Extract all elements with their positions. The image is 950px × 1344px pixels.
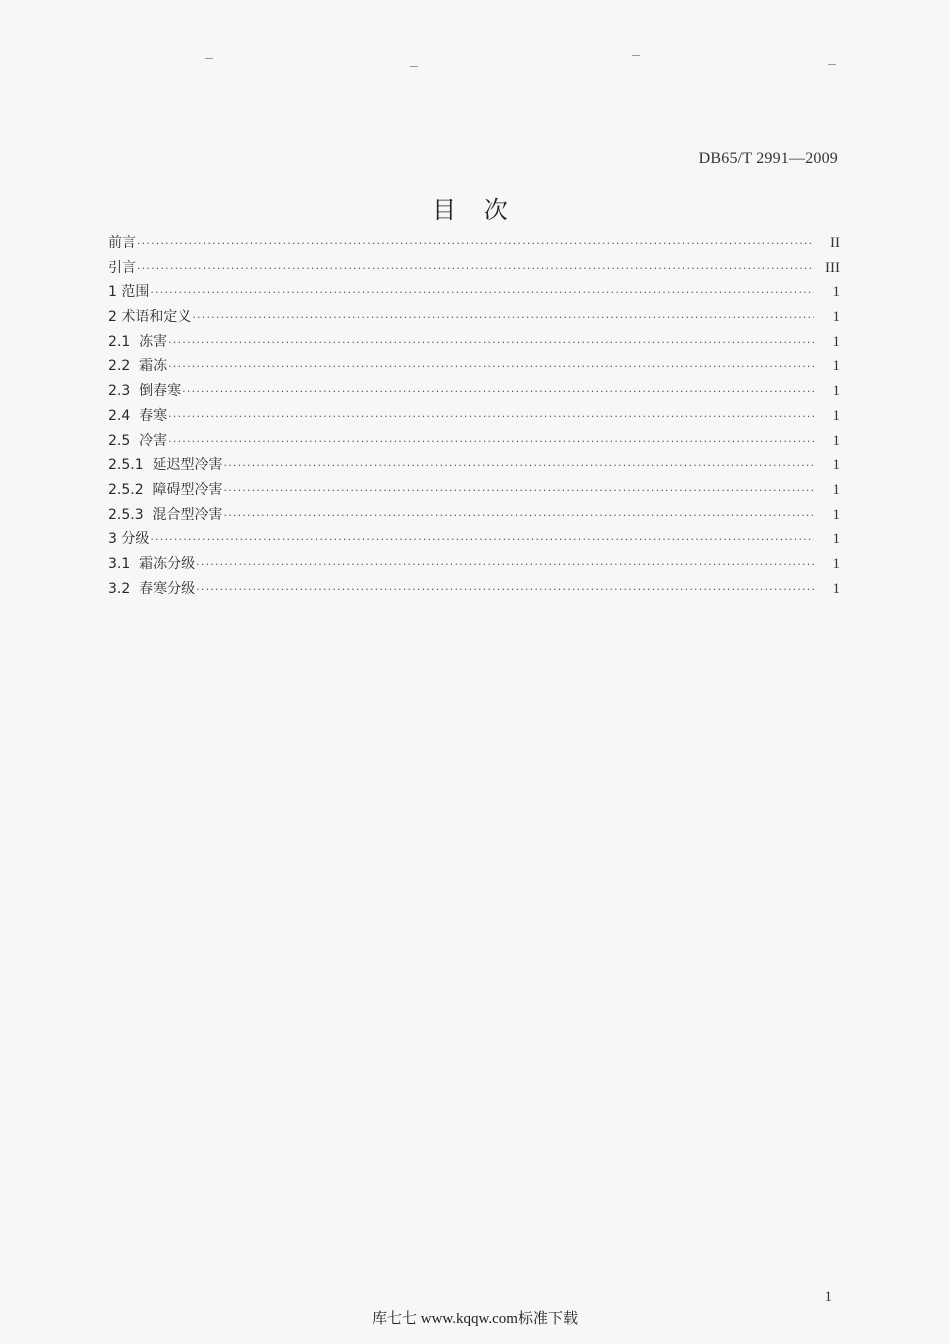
dot-leader (224, 510, 814, 521)
dot-leader (168, 436, 814, 447)
toc-entry-page: 1 (832, 555, 840, 572)
document-code: DB65/T 2991—2009 (698, 150, 838, 167)
toc-entry-page: 1 (832, 358, 840, 375)
scan-speck (410, 66, 418, 67)
toc-entry-page: 1 (832, 309, 840, 326)
toc-entry-label: 2.5 冷害 (108, 432, 168, 449)
toc-entry-label: 前言 (108, 235, 136, 251)
toc-entry-page: 1 (832, 407, 840, 424)
dot-leader (150, 287, 814, 298)
toc-entry-introduction[interactable] (108, 257, 840, 282)
toc-entry-page: 1 (832, 506, 840, 523)
toc-entry-2-5-2[interactable] (108, 479, 840, 504)
toc-entry-2-3[interactable] (108, 380, 840, 405)
dot-leader (168, 411, 814, 422)
toc-entry-2-1[interactable] (108, 331, 840, 356)
toc-entry-label: 2.1 冻害 (108, 333, 168, 350)
toc-entry-3-2[interactable] (108, 578, 840, 603)
dot-leader (137, 238, 814, 249)
dot-leader (196, 559, 814, 570)
dot-leader (224, 460, 814, 471)
toc-title: 目 次 (432, 196, 518, 224)
toc-entry-label: 2.5.1 延迟型冷害 (108, 457, 223, 474)
scan-speck (632, 55, 640, 56)
toc-entry-page: 1 (832, 383, 840, 400)
scan-speck (828, 64, 836, 65)
toc-entry-label: 引言 (108, 259, 136, 276)
dot-leader (168, 361, 814, 372)
toc-entry-grading[interactable] (108, 528, 840, 553)
page-number: 1 (824, 1289, 832, 1305)
toc-entry-label: 2.5.2 障碍型冷害 (108, 481, 223, 498)
toc-entry-2-2[interactable] (108, 355, 840, 380)
dot-leader (196, 584, 814, 595)
toc-entry-label: 2 术语和定义 (108, 309, 192, 326)
toc-entry-scope[interactable] (108, 281, 840, 306)
toc-entry-label: 1 范围 (108, 284, 150, 301)
toc-entry-page: 1 (832, 481, 840, 498)
toc-entry-2-5[interactable] (108, 430, 840, 455)
footer-watermark: 库七七 www.kqqw.com标准下载 (372, 1311, 578, 1327)
toc-entry-label: 2.4 春寒 (108, 407, 168, 424)
table-of-contents (108, 232, 840, 602)
scan-speck (205, 58, 213, 59)
toc-entry-page: III (825, 259, 840, 276)
toc-entry-page: II (830, 235, 840, 251)
dot-leader (168, 337, 814, 348)
toc-entry-label: 3.2 春寒分级 (108, 580, 196, 597)
toc-entry-2-5-1[interactable] (108, 454, 840, 479)
toc-entry-label: 3 分级 (108, 531, 150, 548)
toc-entry-label: 2.3 倒春寒 (108, 383, 182, 400)
toc-entry-page: 1 (832, 333, 840, 350)
toc-entry-2-5-3[interactable] (108, 504, 840, 529)
dot-leader (182, 386, 814, 397)
toc-entry-page: 1 (832, 284, 840, 301)
toc-entry-page: 1 (832, 457, 840, 474)
toc-entry-3-1[interactable] (108, 553, 840, 578)
toc-entry-label: 2.2 霜冻 (108, 358, 168, 375)
toc-entry-2-4[interactable] (108, 405, 840, 430)
dot-leader (150, 534, 814, 545)
toc-entry-terms[interactable] (108, 306, 840, 331)
toc-entry-foreword[interactable] (108, 232, 840, 257)
dot-leader (137, 263, 814, 274)
toc-entry-page: 1 (832, 531, 840, 548)
dot-leader (192, 312, 814, 323)
toc-entry-label: 3.1 霜冻分级 (108, 555, 196, 572)
toc-entry-page: 1 (832, 580, 840, 597)
dot-leader (224, 485, 814, 496)
toc-entry-page: 1 (832, 432, 840, 449)
toc-entry-label: 2.5.3 混合型冷害 (108, 506, 223, 523)
